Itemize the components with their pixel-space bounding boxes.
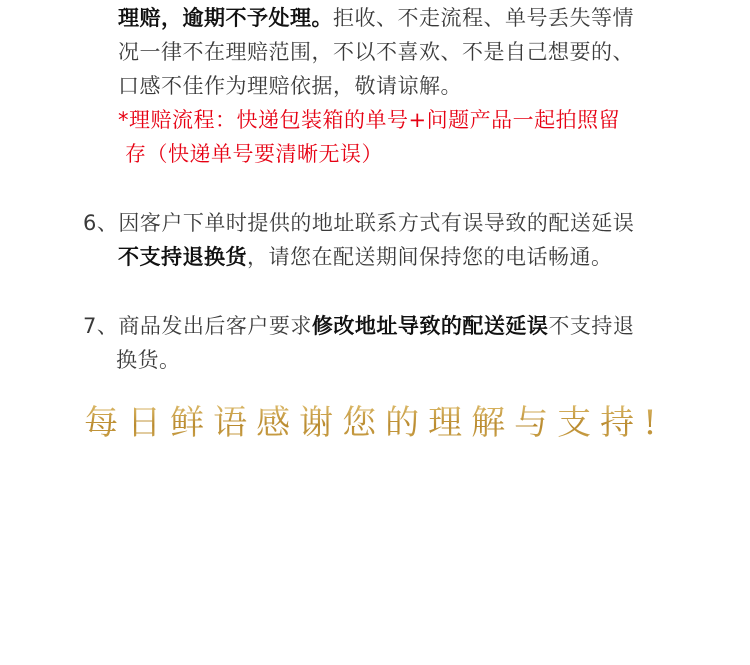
claim-process-note-line2: 存（快递单号要清晰无误） [125,142,383,166]
clause6-bold-text: 不支持退换货 [118,245,247,269]
clause6-line2 [118,240,613,274]
closing-thanks-slogan: 每日鲜语感谢您的理解与支持! [0,398,750,448]
clause5-line3: 口感不佳作为理赔依据，敬请谅解。 [118,74,462,98]
clause7-text-b: 不支持退 [548,314,635,338]
clause5-line2: 况一律不在理赔范围，不以不喜欢、不是自己想要的、 [118,40,634,64]
clause5-line1 [118,1,634,35]
clause5-text: 拒收、不走流程、单号丢失等情 [333,6,634,30]
clause6-line1: 6、因客户下单时提供的地址联系方式有误导致的配送延误 [83,211,635,235]
clause7-line1 [83,309,634,343]
clause7-text-a: 7、商品发出后客户要求 [83,314,312,338]
clause7-line2: 换货。 [116,348,181,372]
clause7-bold-text: 修改地址导致的配送延误 [311,314,549,338]
clause6-text: ，请您在配送期间保持您的电话畅通。 [247,245,613,269]
claim-process-note-line1: *理赔流程：快递包装箱的单号+问题产品一起拍照留 [118,108,621,132]
clause5-bold-text: 理赔，逾期不予处理。 [118,6,333,30]
